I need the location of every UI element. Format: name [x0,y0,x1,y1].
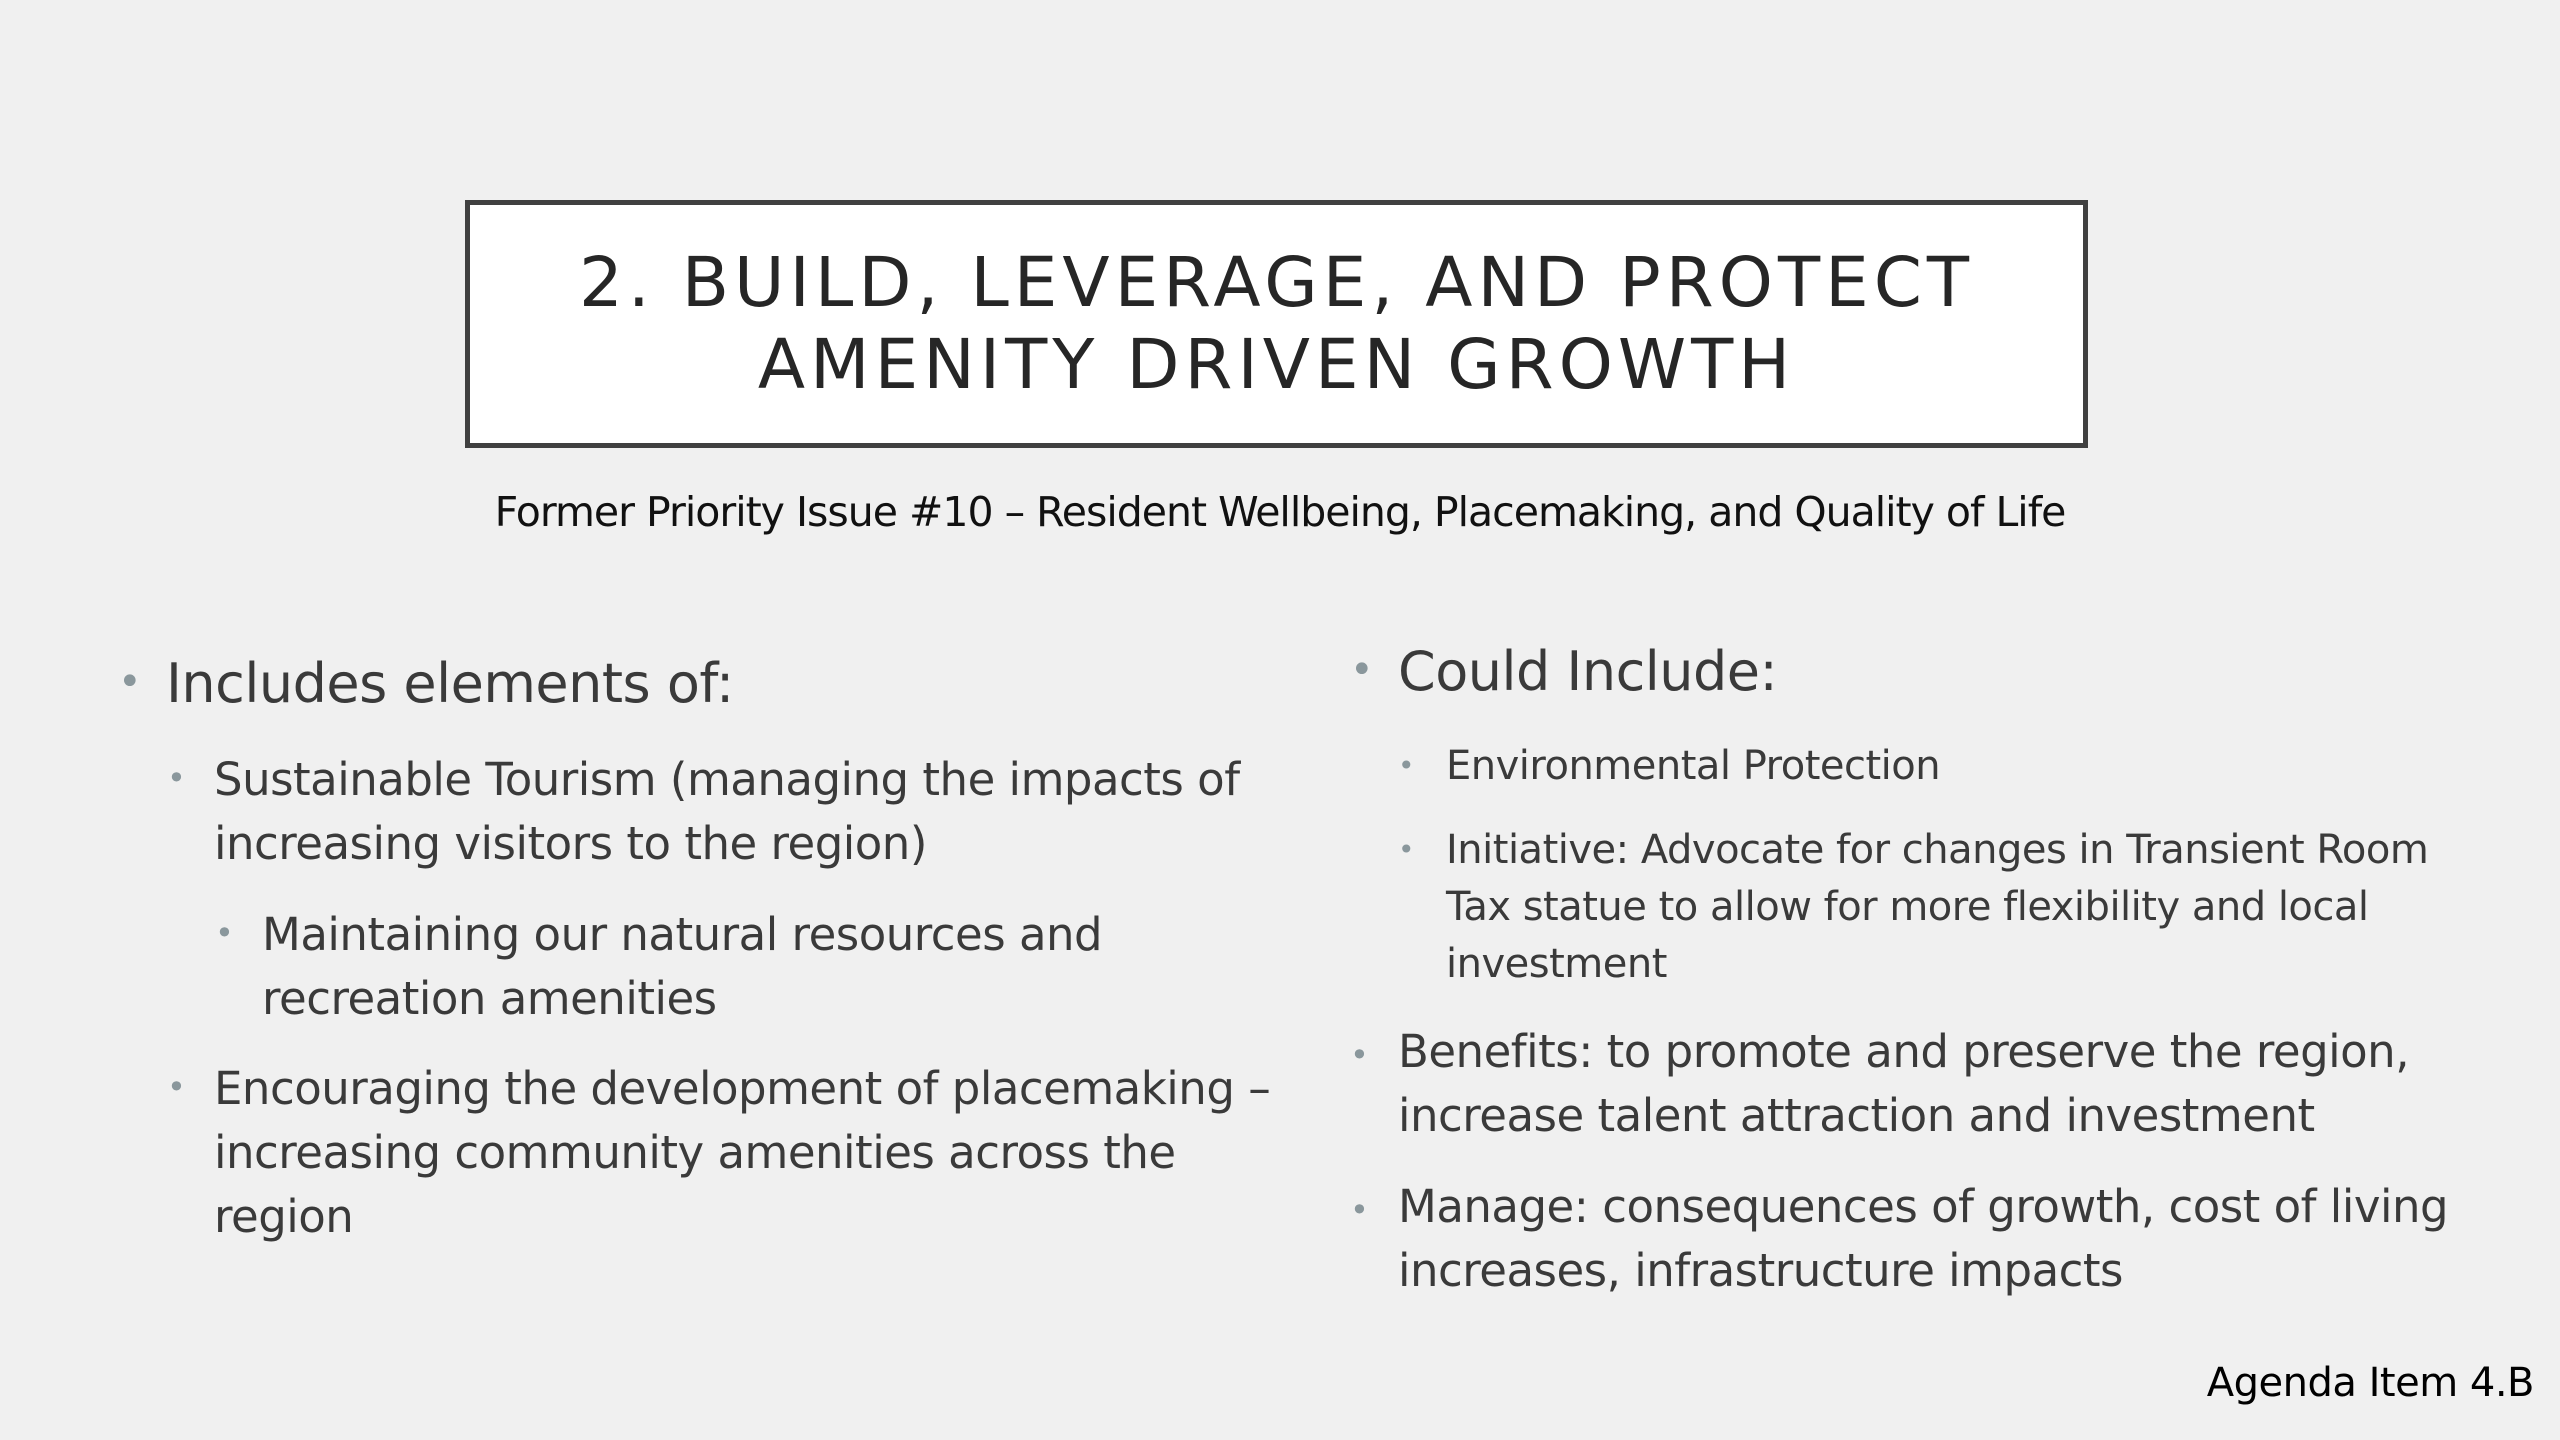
agenda-item-label: Agenda Item 4.B [2206,1360,2534,1406]
list-item-text: Encouraging the development of placemaking – increasing community amenities across the region [214,1062,1271,1243]
right-heading: Could Include: [1398,640,1778,703]
bullet-icon: • [1350,1191,1369,1229]
bullet-icon: • [167,1068,186,1106]
slide-title: 2. BUILD, LEVERAGE, AND PROTECT AMENITY DRIVEN GROWTH [578,243,1975,405]
bullet-icon: • [215,914,234,952]
slide-subtitle: Former Priority Issue #10 – Resident Wellbeing, Placemaking, and Quality of Life [494,488,2066,536]
list-item-text: Environmental Protection [1446,743,1941,789]
bullet-icon: • [1398,749,1415,782]
list-item-text: Benefits: to promote and preserve the region, increase talent attraction and investment [1398,1025,2410,1142]
title-box [465,200,2088,448]
bullet-icon: • [1350,647,1374,693]
bullet-icon: • [167,759,186,797]
bullet-icon: • [1398,833,1415,866]
bullet-icon: • [118,659,142,705]
bullet-icon: • [1350,1036,1369,1074]
list-item-text: Initiative: Advocate for changes in Transient Room Tax statue to allow for more flexibility and local investment [1446,827,2429,987]
list-item-text: Manage: consequences of growth, cost of living increases, infrastructure impacts [1398,1180,2449,1297]
list-item-text: Maintaining our natural resources and recreation amenities [262,908,1103,1025]
left-heading: Includes elements of: [166,652,734,715]
list-item-text: Sustainable Tourism (managing the impacts of increasing visitors to the region) [214,753,1240,870]
